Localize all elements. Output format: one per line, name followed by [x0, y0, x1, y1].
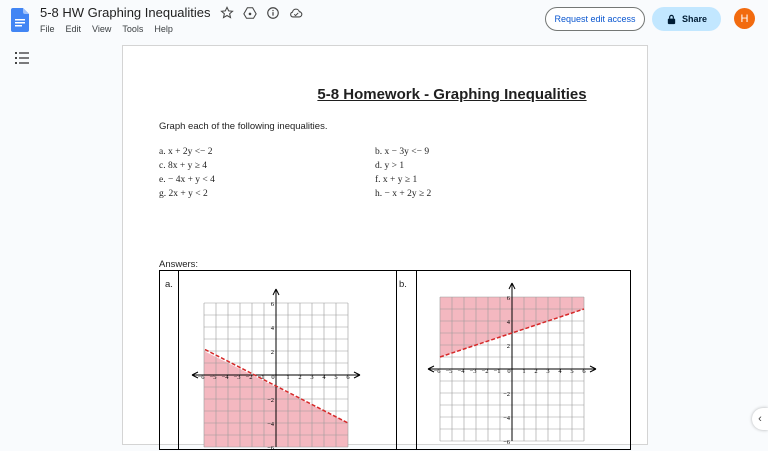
- graph-a-x-tick-label: −4: [221, 374, 229, 381]
- graph-b: [416, 271, 632, 451]
- menu-bar: [40, 24, 173, 34]
- graph-a-y-tick-label: 2: [270, 349, 274, 356]
- graph-b-x-tick-label: −1: [493, 368, 501, 375]
- graph-a-y-tick-label: −2: [267, 397, 274, 404]
- document-title[interactable]: 5-8 HW Graphing Inequalities: [40, 5, 211, 20]
- docs-logo-icon[interactable]: [11, 8, 29, 32]
- menu-file[interactable]: File: [40, 24, 55, 34]
- answer-a-letter: a.: [165, 279, 173, 290]
- graph-b-y-tick-label: −2: [503, 391, 510, 398]
- answers-label: Answers:: [159, 259, 199, 270]
- graph-b-y-tick-label: 4: [506, 319, 510, 326]
- graph-a-x-tick-label: −1: [257, 374, 265, 381]
- graph-a-x-tick-label: −3: [233, 374, 241, 381]
- graph-b-y-tick-label: −6: [503, 439, 510, 446]
- graph-b-x-tick-label: −3: [469, 368, 477, 375]
- graph-a-x-tick-label: −5: [209, 374, 217, 381]
- problem-h: h. − x + 2y ≥ 2: [375, 189, 432, 199]
- graph-b-x-tick-label: −5: [445, 368, 453, 375]
- expand-side-panel-button[interactable]: [752, 408, 768, 430]
- graph-b-x-tick-label: 5: [570, 368, 574, 375]
- menu-tools[interactable]: Tools: [122, 24, 144, 34]
- chevron-left-icon: ‹: [758, 413, 762, 425]
- graph-b-x-tick-label: 1: [522, 368, 526, 375]
- graph-b-y-tick-label: −4: [503, 415, 510, 422]
- problem-a: a. x + 2y <− 2: [159, 147, 213, 157]
- answers-divider-mid: [396, 271, 397, 449]
- menu-help[interactable]: Help: [154, 24, 173, 34]
- graph-a: [178, 271, 396, 451]
- graph-a-x-tick-label: 3: [310, 374, 314, 381]
- graph-a-y-tick-label: 6: [270, 301, 274, 308]
- instructions: Graph each of the following inequalities.: [159, 121, 328, 132]
- graph-b-x-tick-label: −6: [433, 368, 441, 375]
- share-button[interactable]: [652, 7, 721, 31]
- graph-b-x-tick-label: −2: [481, 368, 489, 375]
- graph-a-y-tick-label: −4: [267, 421, 274, 428]
- problem-e: e. − 4x + y < 4: [159, 175, 215, 185]
- share-label: Share: [681, 14, 707, 24]
- graph-a-x-tick-label: 0: [271, 374, 275, 381]
- lock-icon: [666, 14, 677, 25]
- graph-b-y-tick-label: 6: [506, 295, 510, 302]
- answers-table: [159, 270, 631, 450]
- graph-a-y-tick-label: −6: [267, 445, 274, 451]
- problem-d: d. y > 1: [375, 161, 405, 171]
- graph-b-x-tick-label: 3: [546, 368, 550, 375]
- graph-a-x-tick-label: 5: [334, 374, 338, 381]
- graph-b-x-tick-label: 6: [582, 368, 586, 375]
- graph-a-y-tick-label: 4: [270, 325, 274, 332]
- graph-b-x-tick-label: 2: [534, 368, 538, 375]
- cloud-status-icon[interactable]: [289, 6, 303, 20]
- document-page: [122, 45, 648, 451]
- answer-b-letter: b.: [399, 279, 407, 290]
- problem-b: b. x − 3y <− 9: [375, 147, 430, 157]
- top-bar: [0, 0, 768, 44]
- graph-a-x-tick-label: −2: [245, 374, 253, 381]
- request-edit-access-button[interactable]: [545, 7, 645, 31]
- graph-a-x-tick-label: 1: [286, 374, 290, 381]
- request-edit-access-label: Request edit access: [554, 14, 636, 24]
- menu-view[interactable]: View: [92, 24, 112, 34]
- graph-b-y-tick-label: 2: [506, 343, 510, 350]
- homework-title: 5-8 Homework - Graphing Inequalities: [317, 86, 587, 103]
- graph-b-x-tick-label: 4: [558, 368, 562, 375]
- graph-b-x-tick-label: −4: [457, 368, 465, 375]
- graph-a-x-tick-label: 2: [298, 374, 302, 381]
- document-outline-icon[interactable]: [15, 52, 29, 64]
- problem-g: g. 2x + y < 2: [159, 189, 208, 199]
- info-icon[interactable]: [266, 6, 280, 20]
- graph-a-x-tick-label: −6: [197, 374, 205, 381]
- graph-b-x-tick-label: 0: [507, 368, 511, 375]
- avatar-initial: H: [740, 12, 749, 25]
- graph-a-x-tick-label: 6: [346, 374, 350, 381]
- move-to-drive-icon[interactable]: [243, 6, 257, 20]
- graph-a-x-tick-label: 4: [322, 374, 326, 381]
- problem-c: c. 8x + y ≥ 4: [159, 161, 208, 171]
- star-icon[interactable]: [220, 6, 234, 20]
- title-row: [40, 5, 303, 20]
- problem-f: f. x + y ≥ 1: [375, 175, 418, 185]
- menu-edit[interactable]: Edit: [65, 24, 82, 34]
- avatar[interactable]: [734, 8, 755, 29]
